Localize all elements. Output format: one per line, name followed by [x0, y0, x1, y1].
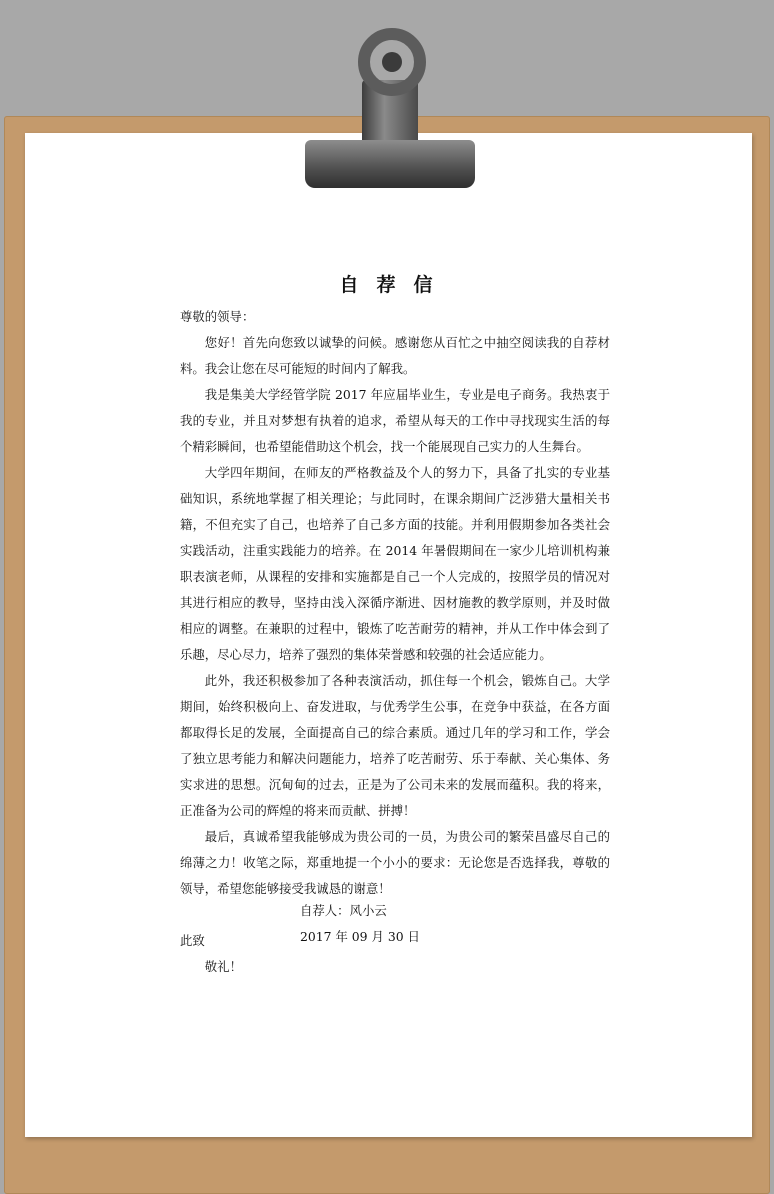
letter-title: 自荐信	[339, 274, 451, 296]
binder-clip-icon	[300, 20, 480, 180]
paragraph-activities: 此外，我还积极参加了各种表演活动，抓住每一个机会，锻炼自己。大学期间，始终积极向上、奋发进取，与优秀学生公事，在竞争中获益，在各方面都取得长足的发展，全面提高自己的综合素质。通过几年的学习和工作，学会了独立思考能力和解决问题能力，培养了吃苦耐劳、乐于奉献、关心集体、务实求进的思想。沉甸甸的过去，正是为了公司未来的发展而蕴积。我的将来，正准备为公司的辉煌的将来而贡献、拼搏！	[180, 673, 610, 818]
signer: 自荐人：风小云	[300, 903, 387, 918]
signature-block	[300, 898, 500, 950]
paragraph-greeting: 您好！首先向您致以诚挚的问候。感谢您从百忙之中抽空阅读我的自荐材料。我会让您在尽可能短的时间内了解我。	[180, 335, 610, 376]
closing-line-2: 敬礼！	[204, 959, 242, 974]
paragraph-intro: 我是集美大学经管学院 2017 年应届毕业生，专业是电子商务。我热衷于我的专业，并且对梦想有执着的追求，希望从每天的工作中寻找现实生活的每个精彩瞬间，也希望能借助这个机会，找一个能展现自己实力的人生舞台。	[180, 387, 610, 454]
salutation: 尊敬的领导：	[180, 309, 255, 324]
cover-letter	[180, 270, 610, 980]
closing-line-1: 此致	[180, 933, 205, 948]
letter-date: 2017 年 09 月 30 日	[300, 929, 420, 944]
paragraph-university: 大学四年期间，在师友的严格教益及个人的努力下，具备了扎实的专业基础知识，系统地掌握了相关理论；与此同时，在课余期间广泛涉猎大量相关书籍，不但充实了自己，也培养了自己多方面的技能。并利用假期参加各类社会实践活动，注重实践能力的培养。在 2014 年暑假期间在一家少儿培训机构兼职表演老师，从课程的安排和实施都是自己一个人完成的，按照学员的情况对其进行相应的教导，坚持由浅入深循序渐进、因材施教的教学原则，并及时做相应的调整。在兼职的过程中，锻炼了吃苦耐劳的精神，并从工作中体会到了乐趣，尽心尽力，培养了强烈的集体荣誉感和较强的社会适应能力。	[180, 465, 610, 662]
paragraph-closing: 最后，真诚希望我能够成为贵公司的一员，为贵公司的繁荣昌盛尽自己的绵薄之力！收笔之际，郑重地提一个小小的要求：无论您是否选择我，尊敬的领导，希望您能够接受我诚恳的谢意！	[180, 829, 610, 896]
